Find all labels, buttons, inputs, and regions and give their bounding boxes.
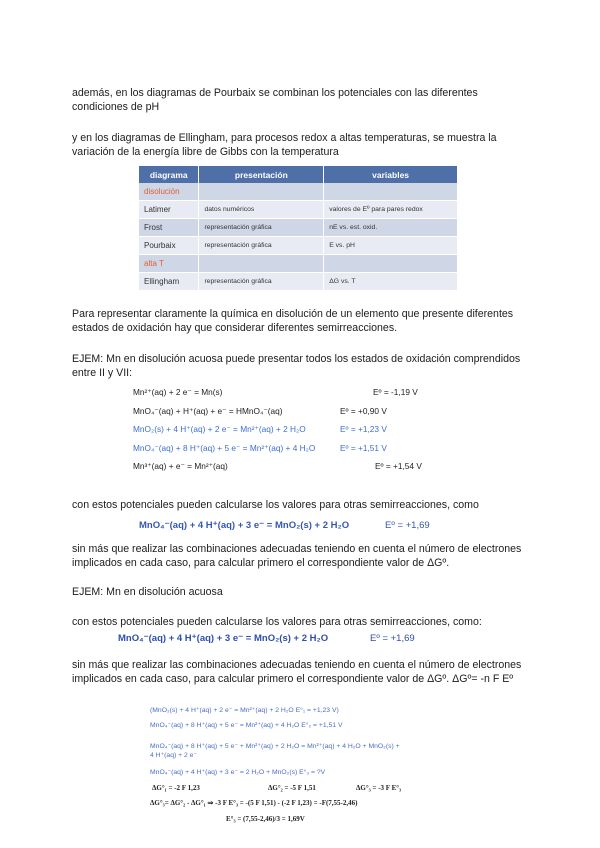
- table-cell: Pourbaix: [139, 237, 199, 255]
- table-row: [139, 237, 458, 255]
- equation-potential: Eº = +1,51 V: [340, 443, 387, 453]
- table-row: [139, 183, 458, 201]
- highlight-equation: MnO₄⁻(aq) + 4 H⁺(aq) + 3 e⁻ = MnO₂(s) + 2 H₂O: [139, 520, 350, 531]
- equation-potential: Eº = +0,90 V: [340, 406, 387, 416]
- equation-reaction: Mn²⁺(aq) + 2 e⁻ = Mn(s): [133, 387, 223, 397]
- equation-potential: Eº = +1,54 V: [375, 461, 422, 471]
- table-cell: representación gráfica: [199, 237, 324, 255]
- table-cell: nE vs. est. oxid.: [324, 219, 458, 237]
- equation-reaction: MnO₄⁻(aq) + 8 H⁺(aq) + 5 e⁻ = Mn²⁺(aq) + 4 H₂O: [133, 443, 316, 453]
- paragraph-potentials: con estos potenciales pueden calcularse los valores para otras semirreacciones, como: [72, 499, 479, 511]
- paragraph-delta-g: sin más que realizar las combinaciones adecuadas teniendo en cuenta el número de electrones implicados en cada caso, para calcular primero el correspondiente valor de ΔGº. ΔGº= -n F Eº: [72, 659, 522, 685]
- table-cell: representación gráfica: [199, 219, 324, 237]
- equation-reaction: Mn³⁺(aq) + e⁻ = Mn²⁺(aq): [133, 461, 228, 471]
- table-header-row: [139, 166, 458, 183]
- table-cell: [199, 183, 324, 201]
- equation-reaction: MnO₄⁻(aq) + H⁺(aq) + e⁻ = HMnO₄⁻(aq): [133, 406, 283, 416]
- derivation-line: MnO₄⁻(aq) + 4 H⁺(aq) + 3 e⁻ = 2 H₂O + MnO₂(s) E°₃ = ?V: [150, 769, 326, 776]
- paragraph-pourbaix: además, en los diagramas de Pourbaix se combinan los potenciales con las diferentes condiciones de pH: [72, 87, 478, 113]
- highlight-equation: MnO₄⁻(aq) + 4 H⁺(aq) + 3 e⁻ = MnO₂(s) + 2 H₂O: [118, 633, 329, 644]
- table-cell: [199, 255, 324, 273]
- highlight-potential: Eº = +1,69: [385, 520, 430, 531]
- table-row: [139, 219, 458, 237]
- table-cell: representación gráfica: [199, 273, 324, 291]
- diagram-table: [139, 166, 458, 291]
- paragraph-example-2: EJEM: Mn en disolución acuosa: [72, 586, 223, 598]
- table-cell: Latimer: [139, 201, 199, 219]
- table-header: presentación: [199, 166, 324, 183]
- table-cell: E vs. pH: [324, 237, 458, 255]
- equation-potential: Eº = -1,19 V: [373, 387, 418, 397]
- table-cell: [324, 183, 458, 201]
- equation-reaction: MnO₂(s) + 4 H⁺(aq) + 2 e⁻ = Mn²⁺(aq) + 2 H₂O: [133, 424, 306, 434]
- gibbs-result: E°₃ = (7,55-2,46)/3 = 1,69V: [226, 815, 305, 823]
- table-row: [139, 201, 458, 219]
- table-header: variables: [324, 166, 458, 183]
- highlight-potential: Eº = +1,69: [370, 633, 415, 644]
- paragraph-ellingham: y en los diagramas de Ellingham, para procesos redox a altas temperaturas, se muestra la variación de la energía libre de Gibbs con la temperatura: [72, 132, 497, 158]
- gibbs-equation: ΔG°₁ = -2 F 1,23: [152, 784, 200, 792]
- table-cell: alta T: [139, 255, 199, 273]
- paragraph-example-1: EJEM: Mn en disolución acuosa puede presentar todos los estados de oxidación comprendidos entre II y VII:: [72, 353, 521, 379]
- gibbs-equation: ΔG°₂ = -5 F 1,51: [268, 784, 316, 792]
- table-cell: valores de Eº para pares redox: [324, 201, 458, 219]
- gibbs-combination: ΔG°₃= ΔG°₂ - ΔG°₁ ⇒ -3 F E°₃ = -(5 F 1,51) - (-2 F 1,23) = -F(7,55-2,46): [150, 799, 358, 807]
- gibbs-equation: ΔG°₃ = -3 F E°₃: [356, 784, 402, 792]
- derivation-line: 4 H⁺(aq) + 2 e⁻: [150, 752, 198, 759]
- paragraph-potentials-2: con estos potenciales pueden calcularse los valores para otras semirreacciones, como:: [72, 616, 482, 628]
- table-row: [139, 255, 458, 273]
- table-cell: [324, 255, 458, 273]
- equation-potential: Eº = +1,23 V: [340, 424, 387, 434]
- table-cell: Ellingham: [139, 273, 199, 291]
- table-header: diagrama: [139, 166, 199, 183]
- table-cell: datos numéricos: [199, 201, 324, 219]
- table-cell: Frost: [139, 219, 199, 237]
- paragraph-intro: Para representar claramente la química en disolución de un elemento que presente diferentes estados de oxidación hay que considerar diferentes semirreacciones.: [72, 308, 514, 334]
- derivation-line: (MnO₂(s) + 4 H⁺(aq) + 2 e⁻ = Mn²⁺(aq) + 2 H₂O E°₁ = +1,23 V): [150, 707, 339, 714]
- paragraph-combinations: sin más que realizar las combinaciones adecuadas teniendo en cuenta el número de electrones implicados en cada caso, para calcular primero el correspondiente valor de ΔGº.: [72, 543, 522, 569]
- table-cell: ΔG vs. T: [324, 273, 458, 291]
- derivation-line: MnO₄⁻(aq) + 8 H⁺(aq) + 5 e⁻ + Mn²⁺(aq) + 2 H₂O = Mn²⁺(aq) + 4 H₂O + MnO₂(s) +: [150, 743, 400, 750]
- derivation-line: MnO₄⁻(aq) + 8 H⁺(aq) + 5 e⁻ = Mn²⁺(aq) + 4 H₂O E°₂ = +1,51 V: [150, 722, 343, 729]
- table-cell: disolución: [139, 183, 199, 201]
- table-row: [139, 273, 458, 291]
